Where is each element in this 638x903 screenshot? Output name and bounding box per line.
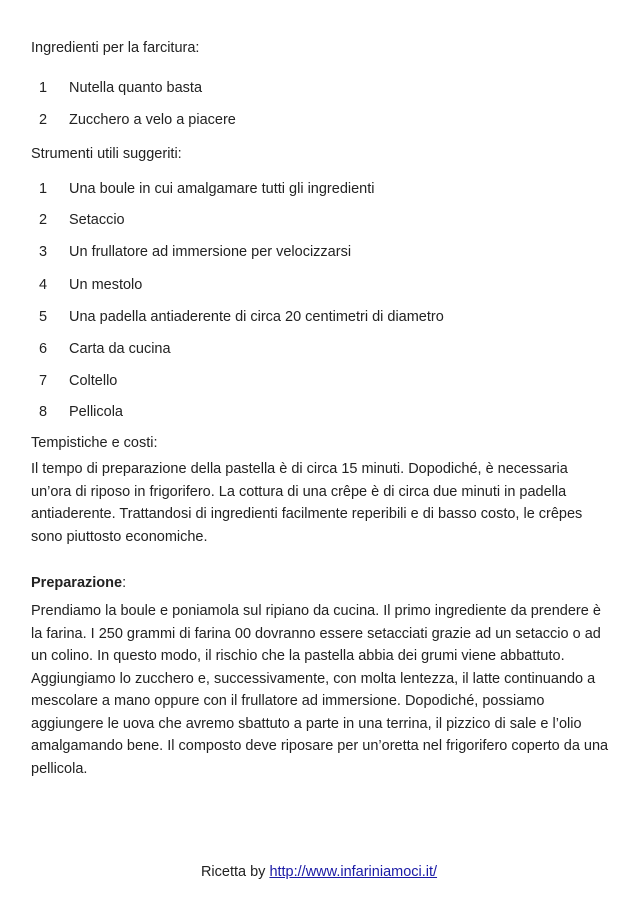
list-number: 2 bbox=[38, 112, 48, 128]
list-text: Coltello bbox=[69, 373, 118, 389]
tools-heading: Strumenti utili suggeriti: bbox=[31, 146, 182, 162]
preparation-heading-colon: : bbox=[122, 575, 127, 591]
list-number: 2 bbox=[38, 212, 48, 228]
timing-heading: Tempistiche e costi: bbox=[31, 435, 158, 451]
list-number: 5 bbox=[38, 309, 48, 325]
list-number: 3 bbox=[38, 244, 48, 260]
list-text: Zucchero a velo a piacere bbox=[69, 112, 236, 128]
list-number: 8 bbox=[38, 404, 48, 420]
preparation-heading bbox=[31, 575, 126, 591]
list-number: 7 bbox=[38, 373, 48, 389]
list-text: Pellicola bbox=[69, 404, 123, 420]
list-number: 4 bbox=[38, 277, 48, 293]
filling-heading: Ingredienti per la farcitura: bbox=[31, 40, 200, 56]
list-number: 1 bbox=[38, 80, 48, 96]
list-text: Una boule in cui amalgamare tutti gli ingredienti bbox=[69, 181, 375, 197]
timing-paragraph: Il tempo di preparazione della pastella è di circa 15 minuti. Dopodiché, è necessaria un’ora di riposo in frigorifero. La cottura di una crêpe è di circa due minuti in padella antiaderente. Trattandosi di ingredienti facilmente reperibili e di basso costo, le crêpes sono piuttosto economiche. bbox=[31, 461, 583, 545]
list-text: Setaccio bbox=[69, 212, 125, 228]
list-text: Nutella quanto basta bbox=[69, 80, 203, 96]
list-text: Una padella antiaderente di circa 20 centimetri di diametro bbox=[69, 309, 444, 325]
footer bbox=[0, 864, 638, 880]
list-text: Un mestolo bbox=[69, 277, 143, 293]
list-number: 1 bbox=[38, 181, 48, 197]
list-text: Carta da cucina bbox=[69, 341, 171, 357]
footer-prefix: Ricetta by bbox=[200, 864, 270, 880]
list-number: 6 bbox=[38, 341, 48, 357]
preparation-paragraph: Prendiamo la boule e poniamola sul ripiano da cucina. Il primo ingrediente da prendere è la farina. I 250 grammi di farina 00 dovranno essere setacciati grazie ad un setaccio o ad un colino. In questo modo, il rischio che la pastella abbia dei grumi viene abbattuto. Aggiungiamo lo zucchero e, successivamente, con molta lentezza, il latte continuando a mescolare a mano oppure con il frullatore ad immersione. Dopodiché, possiamo aggiungere le uova che avremo sbattuto a parte in una terrina, il pizzico di sale e l’olio amalgamando bene. Il composto deve riposare per un’oretta nel frigorifero coperto da una pellicola. bbox=[31, 603, 609, 777]
footer-link[interactable]: http://www.infariniamoci.it/ bbox=[269, 864, 438, 880]
list-text: Un frullatore ad immersione per velocizzarsi bbox=[69, 244, 352, 260]
preparation-heading-bold: Preparazione bbox=[31, 575, 123, 591]
